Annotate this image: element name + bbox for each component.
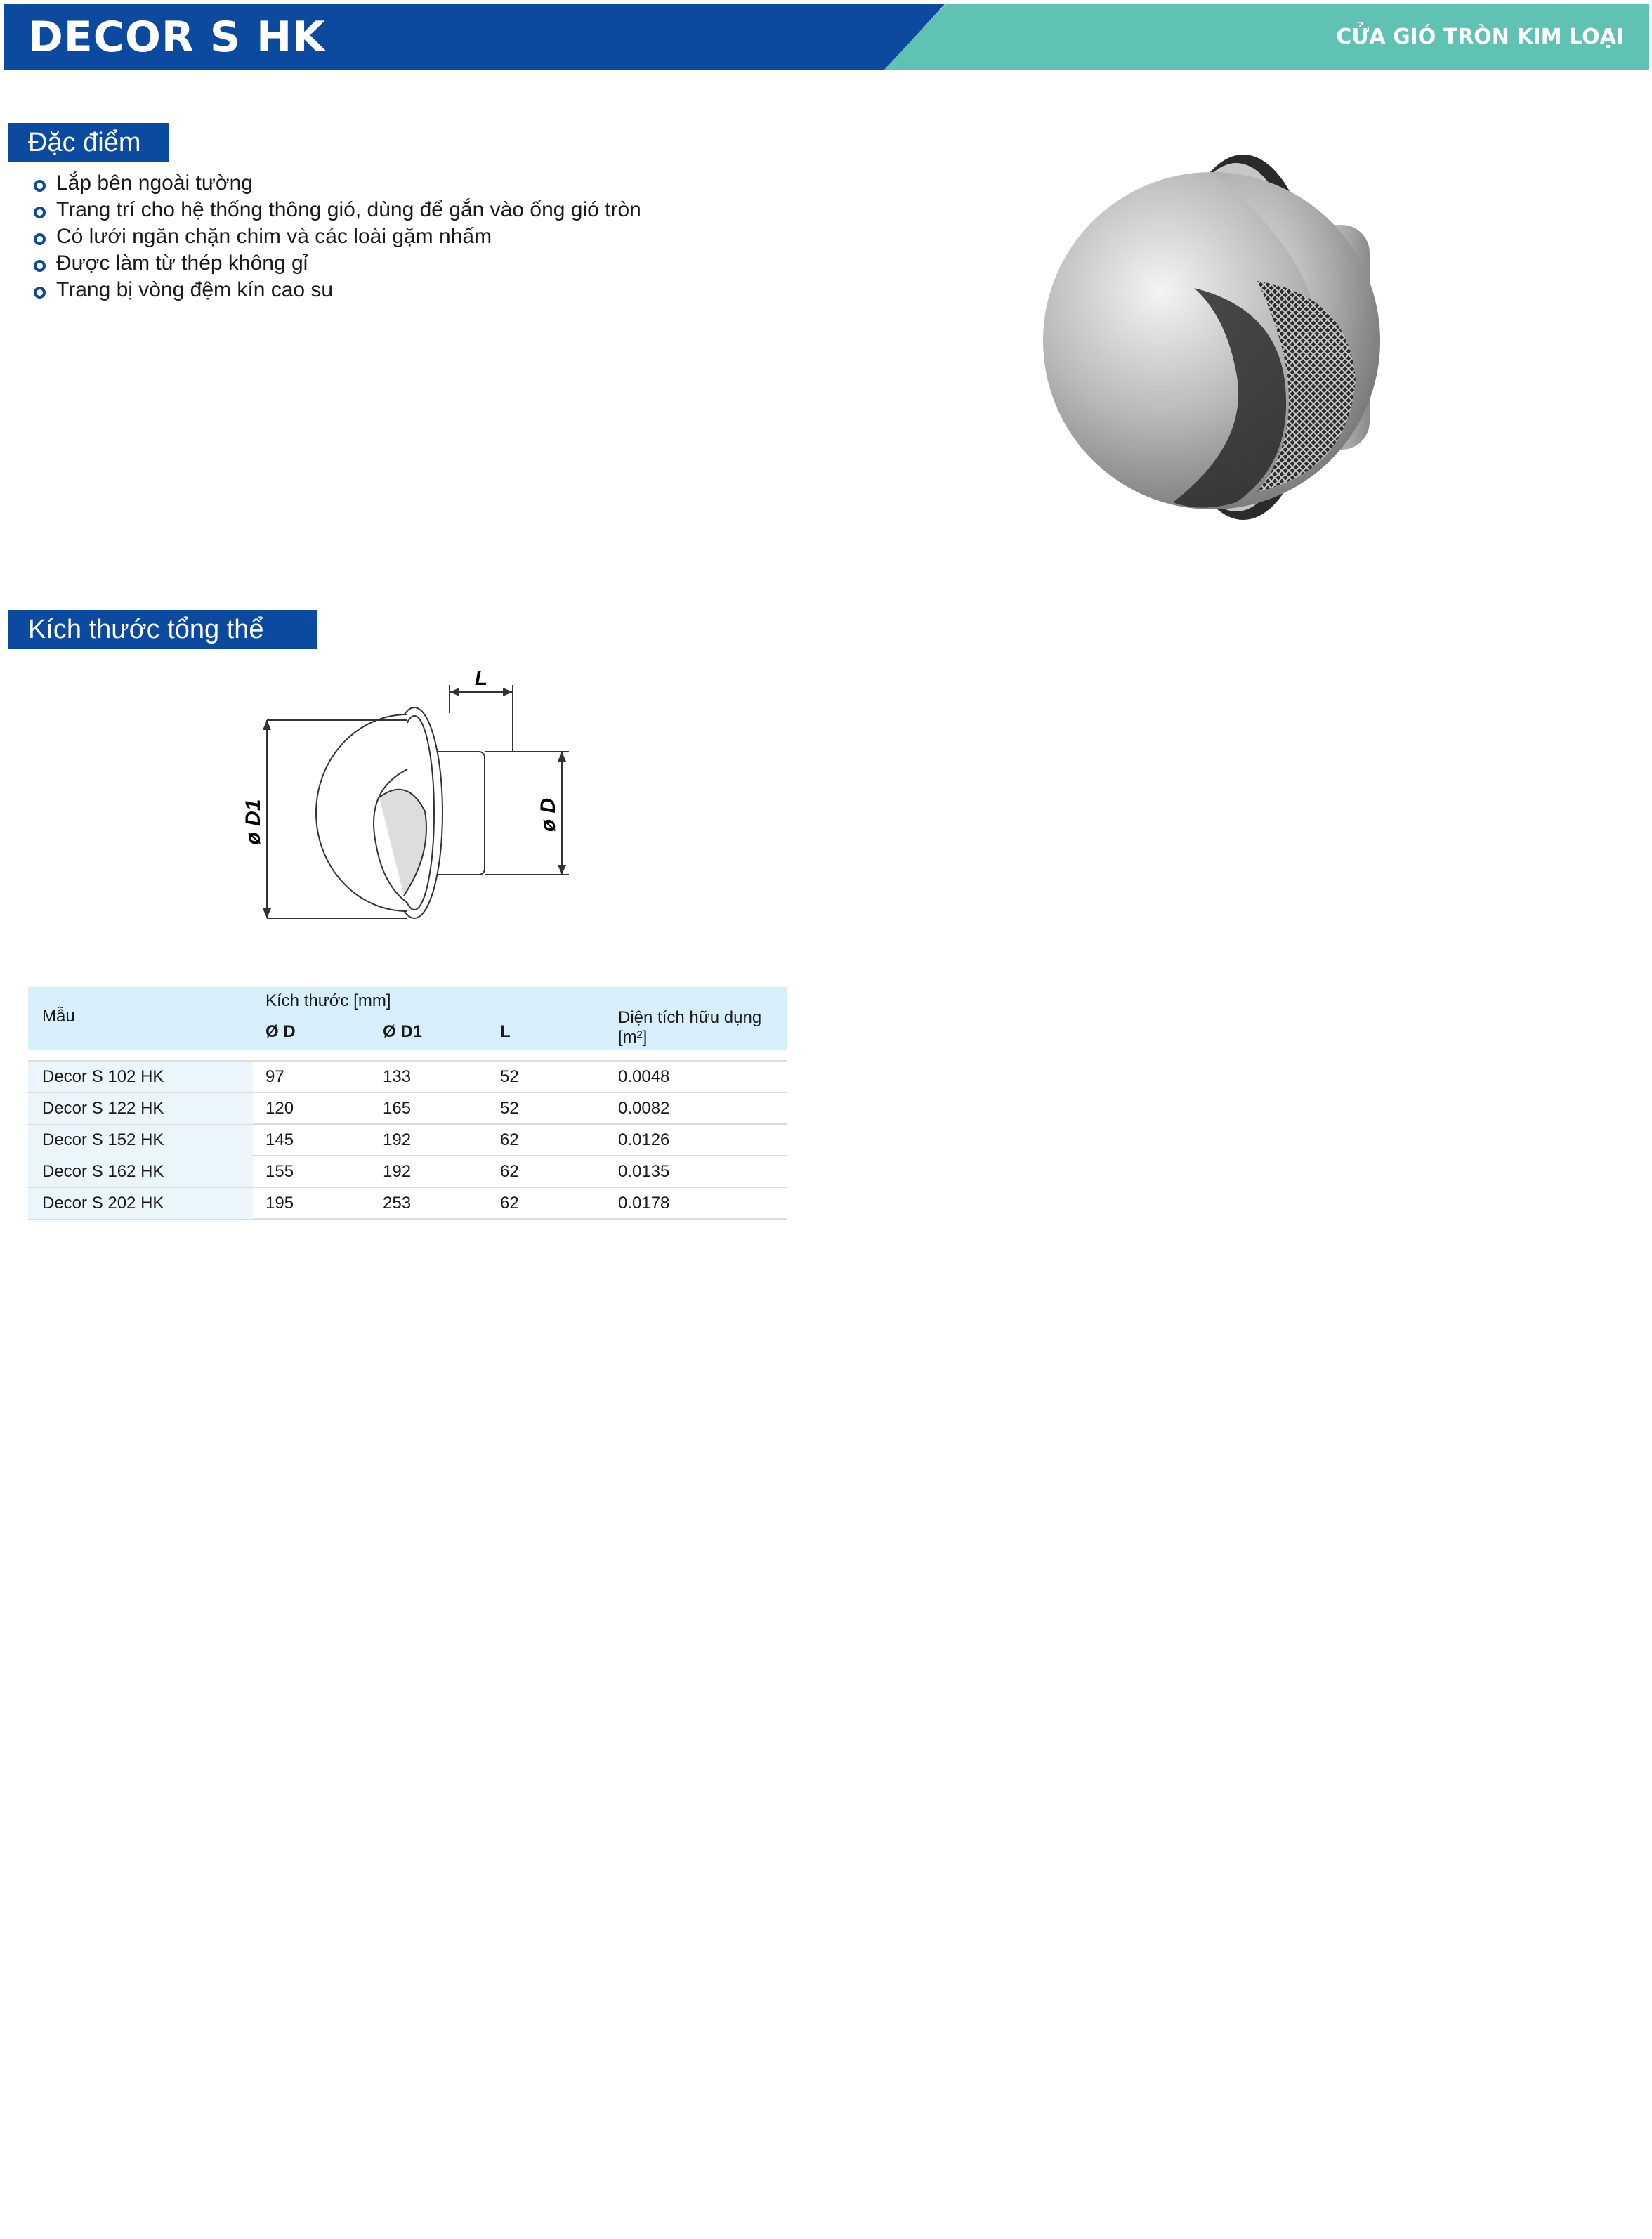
col-group-dimensions: Kích thước [mm] [266, 991, 391, 1010]
feature-item: Lắp bên ngoài tường [28, 170, 641, 197]
cell-l: 62 [500, 1194, 519, 1213]
cell-model: Decor S 122 HK [28, 1093, 253, 1124]
feature-item: Được làm từ thép không gỉ [28, 250, 641, 277]
feature-item: Có lưới ngăn chặn chim và các loài gặm nhấm [28, 223, 641, 250]
cell-d: 97 [266, 1067, 284, 1086]
product-category: CỬA GIÓ TRÒN KIM LOẠI [1336, 25, 1624, 49]
dimensions-heading: Kích thước tổng thể [8, 610, 317, 649]
cell-d1: 253 [383, 1194, 412, 1213]
table-row [28, 1188, 787, 1220]
cell-d1: 165 [383, 1099, 412, 1118]
label-l: L [474, 671, 488, 690]
cell-l: 62 [500, 1162, 519, 1181]
cell-model: Decor S 102 HK [28, 1062, 253, 1092]
col-d1: Ø D1 [383, 1022, 423, 1041]
col-l: L [500, 1022, 511, 1041]
product-photo [1025, 148, 1405, 527]
product-title: DECOR S HK [28, 13, 326, 62]
cell-model: Decor S 152 HK [28, 1125, 253, 1156]
cell-model: Decor S 202 HK [28, 1188, 253, 1219]
cell-area: 0.0135 [618, 1162, 670, 1181]
col-model: Mẫu [42, 1007, 75, 1026]
col-d: Ø D [266, 1022, 296, 1041]
feature-item: Trang trí cho hệ thống thông gió, dùng để gắn vào ống gió tròn [28, 197, 641, 223]
cell-area: 0.0178 [618, 1194, 670, 1213]
cell-model: Decor S 162 HK [28, 1156, 253, 1187]
col-effective-area: Diện tích hữu dụng [m²] [618, 1008, 762, 1047]
label-d1: ø D1 [242, 799, 265, 845]
cell-l: 62 [500, 1130, 519, 1149]
features-list [28, 170, 641, 303]
cell-d: 195 [266, 1194, 294, 1213]
features-heading: Đặc điểm [8, 123, 169, 162]
spec-table [28, 987, 787, 1220]
cell-l: 52 [500, 1067, 519, 1086]
table-row [28, 1062, 787, 1093]
cell-l: 52 [500, 1099, 519, 1118]
cell-area: 0.0126 [618, 1130, 670, 1149]
label-d: ø D [537, 797, 560, 833]
dimension-drawing [239, 671, 590, 952]
table-row [28, 1125, 787, 1156]
cell-area: 0.0082 [618, 1099, 670, 1118]
cell-d: 145 [266, 1130, 294, 1149]
feature-item: Trang bị vòng đệm kín cao su [28, 277, 641, 303]
cell-area: 0.0048 [618, 1067, 670, 1086]
cell-d: 155 [266, 1162, 294, 1181]
table-row [28, 1156, 787, 1188]
table-header [28, 987, 787, 1050]
cell-d1: 133 [383, 1067, 412, 1086]
table-row [28, 1093, 787, 1125]
cell-d1: 192 [383, 1162, 412, 1181]
cell-d1: 192 [383, 1130, 412, 1149]
cell-d: 120 [266, 1099, 294, 1118]
